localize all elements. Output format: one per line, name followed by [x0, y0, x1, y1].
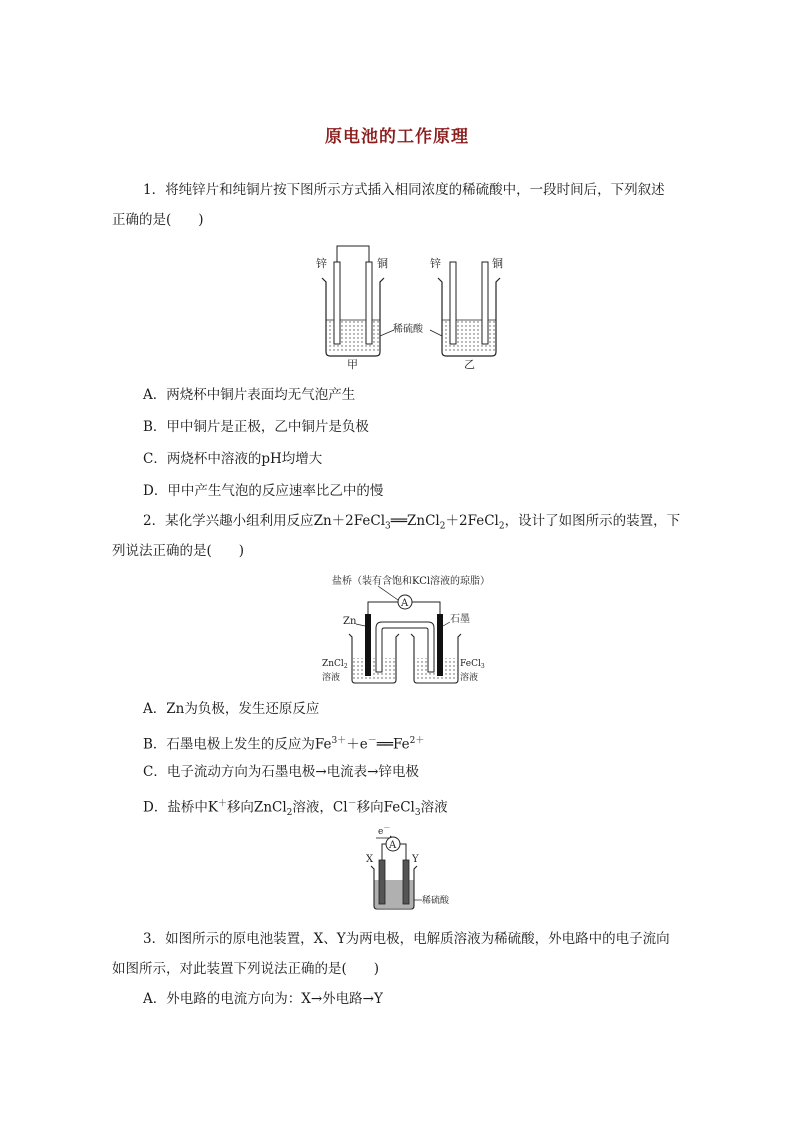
- q3-stem-line1: 3．如图所示的原电池装置，X、Y为两电极，电解质溶液为稀硫酸，外电路中的电子流向: [143, 931, 670, 947]
- zn-electrode: [365, 614, 371, 676]
- q2-stem-line2: 列说法正确的是( ): [112, 543, 245, 559]
- q1-stem-line2: 正确的是( ): [112, 212, 204, 228]
- q2-option-c: C．电子流动方向为石墨电极→电流表→锌电极: [143, 764, 419, 780]
- q3-figure: [360, 822, 470, 916]
- label-y: Y: [412, 854, 419, 865]
- label-zinc-yi: 锌: [430, 257, 441, 270]
- wire-y: [400, 844, 406, 860]
- q2-option-b: B．石墨电极上发生的反应为$Fe^{3+}+e^-══Fe^{2+}$: [143, 736, 425, 753]
- electrode-x: [379, 860, 385, 904]
- wire-left: [368, 602, 398, 614]
- label-zn: Zn: [343, 616, 357, 627]
- label-fecl3: FeCl$_3$: [460, 659, 485, 670]
- label-graphite: 石墨: [450, 614, 470, 625]
- label-x: X: [366, 854, 374, 865]
- electron-label: e－: [378, 824, 391, 837]
- q1-figure: [300, 240, 520, 372]
- q2-option-a: A．Zn为负极，发生还原反应: [143, 701, 320, 717]
- zinc-electrode-yi: [450, 262, 456, 344]
- label-acid-q3: 稀硫酸: [422, 896, 450, 906]
- q2-figure: [316, 572, 506, 688]
- label-zncl2: ZnCl$_2$: [322, 659, 348, 670]
- q1-option-b: B．甲中铜片是正极，乙中铜片是负极: [143, 419, 369, 435]
- label-acid-q1: 稀硫酸: [393, 324, 423, 335]
- q3-stem-line2: 如图所示，对此装置下列说法正确的是( ): [112, 961, 380, 977]
- wire-x: [382, 844, 386, 860]
- q1-option-d: D．甲中产生气泡的反应速率比乙中的慢: [143, 483, 384, 499]
- label-copper-jia: 铜: [377, 257, 388, 270]
- electrode-y: [403, 860, 409, 904]
- label-solution-left: 溶液: [322, 673, 341, 683]
- label-copper-yi: 铜: [492, 257, 503, 270]
- label-solution-right: 溶液: [460, 673, 479, 683]
- page-title: 原电池的工作原理: [325, 127, 469, 147]
- q1-stem-line1: 1．将纯锌片和纯铜片按下图所示方式插入相同浓度的稀硫酸中，一段时间后，下列叙述: [143, 182, 665, 198]
- ammeter-label: A: [401, 598, 409, 609]
- beaker-jia: [316, 246, 388, 371]
- beaker-yi: [430, 256, 503, 371]
- q2-stem-line1: 2．某化学兴趣小组利用反应Zn＋2FeCl$_3$══ZnCl$_2$＋2FeCl$_2$，设计了如图所示的装置，下: [143, 513, 681, 532]
- q2-option-d: D．盐桥中K＋移向ZnCl$_2$溶液，Cl－移向FeCl$_3$溶液: [143, 799, 448, 819]
- label-jia: 甲: [347, 358, 358, 371]
- q1-option-c: C．两烧杯中溶液的pH均增大: [143, 451, 323, 467]
- wire-jia: [337, 246, 369, 262]
- wire-right: [412, 602, 440, 614]
- q3-option-a: A．外电路的电流方向为：X→外电路→Y: [143, 991, 383, 1007]
- copper-electrode-jia: [366, 262, 372, 344]
- salt-bridge-label: 盐桥（装有含饱和KCl溶液的琼脂）: [332, 576, 491, 587]
- q1-option-a: A．两烧杯中铜片表面均无气泡产生: [143, 387, 356, 403]
- zinc-electrode-jia: [334, 262, 340, 344]
- copper-electrode-yi: [482, 262, 488, 344]
- label-zinc-jia: 锌: [316, 257, 327, 270]
- ammeter-label-q3: A: [389, 840, 397, 851]
- graphite-electrode: [437, 614, 443, 676]
- label-yi: 乙: [464, 358, 475, 371]
